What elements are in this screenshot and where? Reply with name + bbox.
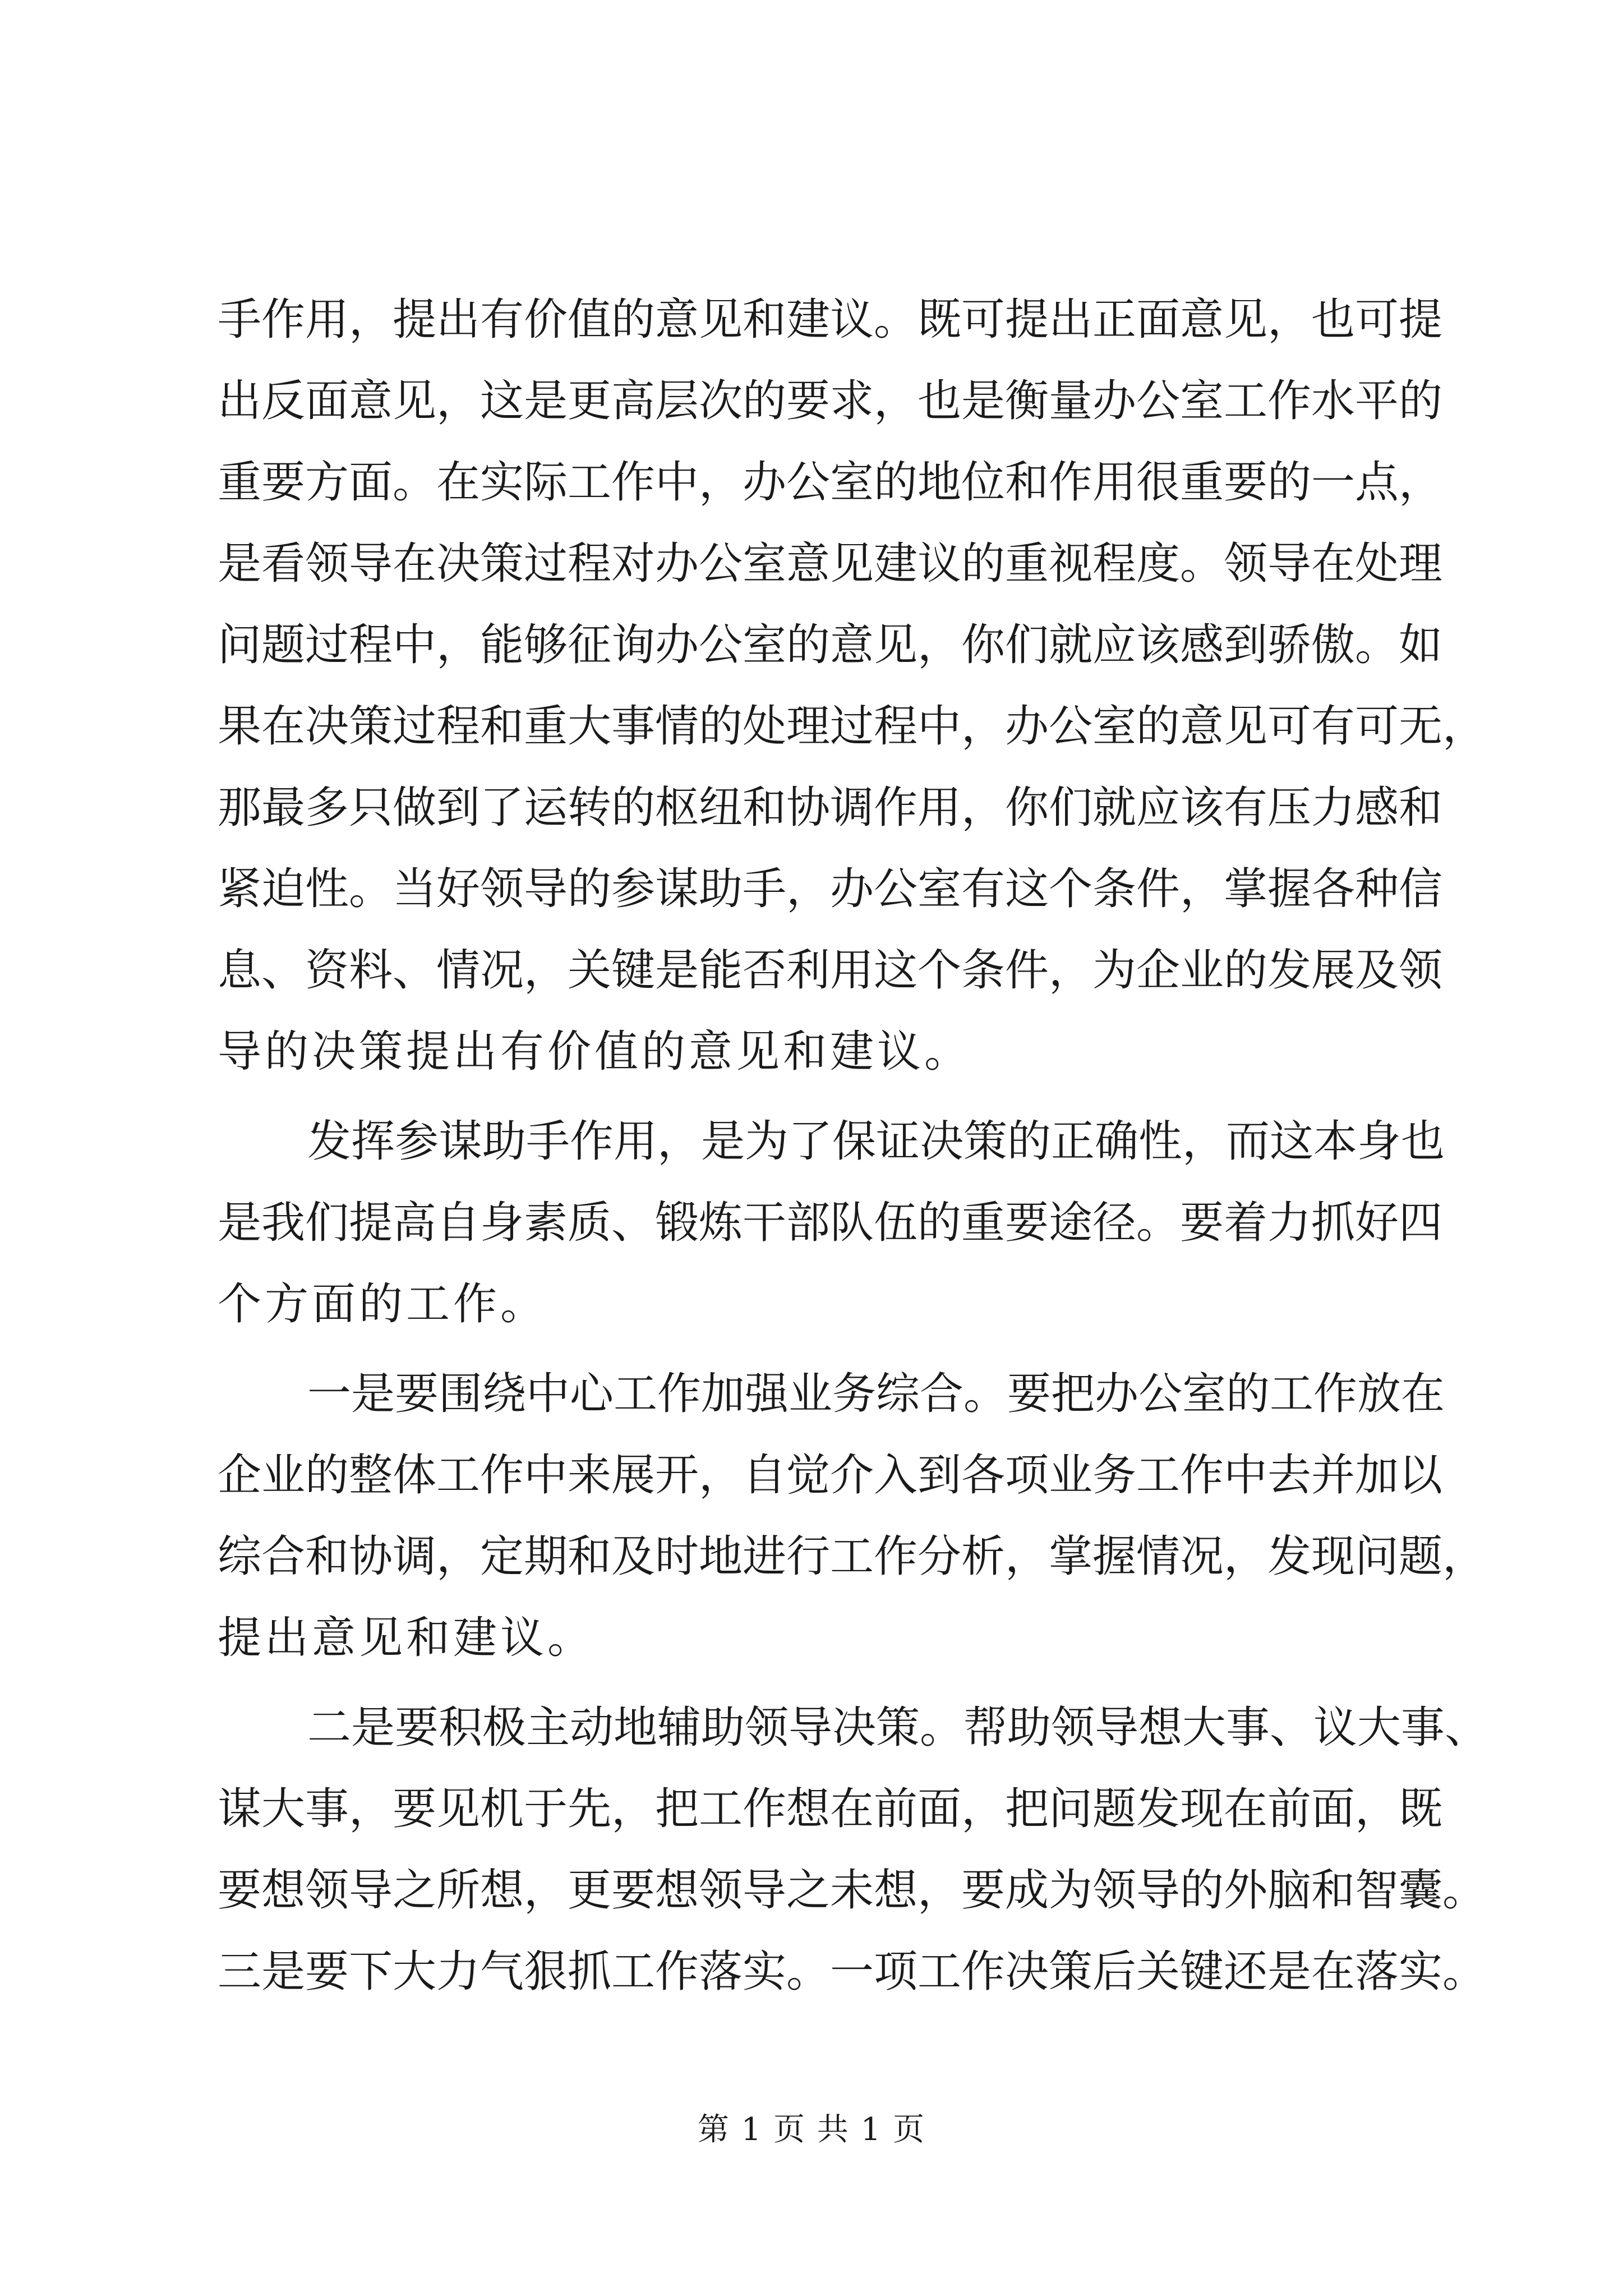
paragraph-first-line: 发挥参谋助手作用，是为了保证决策的正确性，而这本身也 <box>307 1116 1445 1167</box>
text-line: 要想领导之所想，更要想领导之未想，要成为领导的外脑和智囊。 <box>218 1865 1487 1916</box>
text-line: 手作用，提出有价值的意见和建议。既可提出正面意见，也可提 <box>218 295 1443 345</box>
text-line: 谋大事，要见机于先，把工作想在前面，把问题发现在前面，既 <box>218 1784 1443 1834</box>
text-line: 出反面意见，这是更高层次的要求，也是衡量办公室工作水平的 <box>218 376 1443 426</box>
paragraph-first-line: 二是要积极主动地辅助领导决策。帮助领导想大事、议大事、 <box>307 1703 1489 1753</box>
text-line: 是看领导在决策过程对办公室意见建议的重视程度。领导在处理 <box>218 539 1443 589</box>
text-line: 紧迫性。当好领导的参谋助手，办公室有这个条件，掌握各种信 <box>218 864 1443 914</box>
text-line: 问题过程中，能够征询办公室的意见，你们就应该感到骄傲。如 <box>218 620 1443 670</box>
text-line: 是我们提高自身素质、锻炼干部队伍的重要途径。要着力抓好四 <box>218 1198 1443 1248</box>
text-line: 息、资料、情况，关键是能否利用这个条件，为企业的发展及领 <box>218 945 1443 996</box>
text-line: 提出意见和建议。 <box>218 1613 595 1663</box>
text-line: 综合和协调，定期和及时地进行工作分析，掌握情况，发现问题， <box>218 1531 1487 1582</box>
paragraph-first-line: 一是要围绕中心工作加强业务综合。要把办公室的工作放在 <box>307 1369 1445 1419</box>
text-line: 个方面的工作。 <box>218 1279 548 1329</box>
text-line: 重要方面。在实际工作中，办公室的地位和作用很重要的一点， <box>218 457 1443 508</box>
page-number-footer: 第 1 页 共 1 页 <box>697 2111 926 2148</box>
text-line: 三是要下大力气狠抓工作落实。一项工作决策后关键还是在落实。 <box>218 1947 1487 1997</box>
text-line: 企业的整体工作中来展开，自觉介入到各项业务工作中去并加以 <box>218 1450 1443 1501</box>
text-line: 果在决策过程和重大事情的处理过程中，办公室的意见可有可无， <box>218 701 1487 752</box>
text-line: 导的决策提出有价值的意见和建议。 <box>218 1027 972 1077</box>
text-line: 那最多只做到了运转的枢纽和协调作用，你们就应该有压力感和 <box>218 783 1443 833</box>
